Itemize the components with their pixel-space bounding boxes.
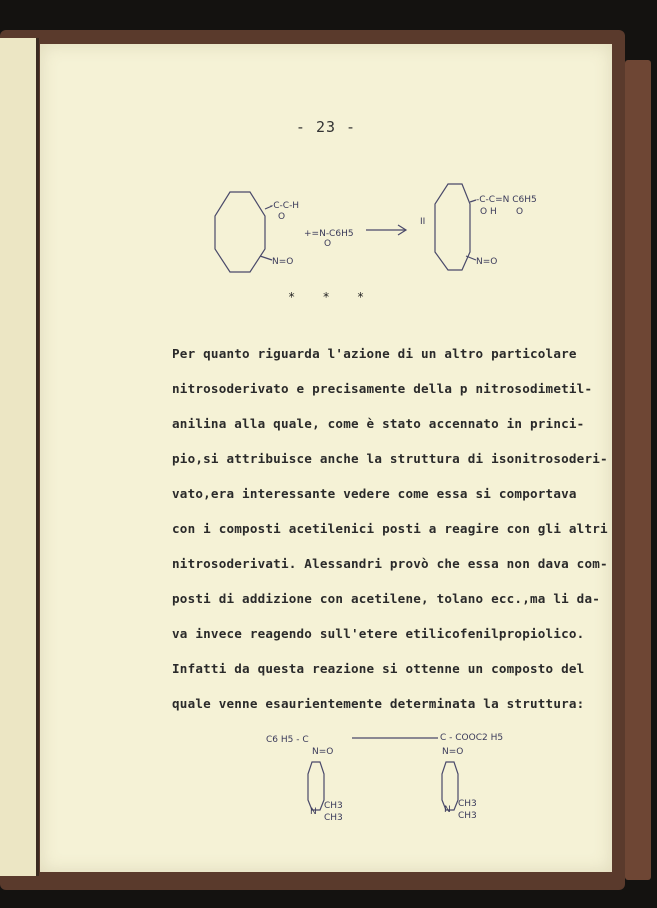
right-chain: -C-C=N C6H5 (476, 195, 537, 205)
reagent-o: O (324, 239, 332, 249)
text-line: va invece reagendo sull'etere etilicofenilpropiolico. (172, 626, 585, 641)
right-no-2: N=O (442, 747, 464, 757)
roman-numeral: II (420, 217, 426, 227)
right-o: O (516, 207, 524, 217)
right-oh: O H (480, 207, 497, 217)
right-ch3b: CH3 (458, 811, 477, 821)
left-no-2: N=O (312, 747, 334, 757)
left-chain: -C-C-H (270, 201, 300, 211)
text-line: Infatti da questa reazione si ottenne un composto del (172, 661, 585, 676)
text-line: Per quanto riguarda l'azione di un altro particolare (172, 346, 577, 361)
right-n: N (444, 805, 451, 815)
page-number: - 23 - (295, 118, 357, 136)
text-line: quale venne esaurientemente determinata la struttura: (172, 696, 585, 711)
reagent: +=N-C6H5 (304, 229, 354, 239)
left-top: C6 H5 - C (266, 735, 309, 745)
right-ch3a: CH3 (458, 799, 477, 809)
left-n: N (310, 807, 317, 817)
text-line: nitrosoderivato e precisamente della p nitrosodimetil- (172, 381, 593, 396)
section-separator: * * * (288, 290, 375, 304)
text-line: anilina alla quale, come è stato accennato in princi- (172, 416, 585, 431)
text-line: posti di addizione con acetilene, tolano ecc.,ma li da- (172, 591, 601, 606)
benzene-ring-bottom-left (308, 762, 324, 810)
page-stack-edge (625, 60, 651, 880)
benzene-ring-bottom-right (442, 762, 458, 810)
right-top: C - COOC2 H5 (440, 733, 504, 743)
text-line: vato,era interessante vedere come essa si comportava (172, 486, 577, 501)
benzene-ring-left (215, 192, 265, 272)
text-line: con i composti acetilenici posti a reagire con gli altri (172, 521, 608, 536)
left-no: N=O (272, 257, 294, 267)
left-ch3b: CH3 (324, 813, 343, 823)
text-line: pio,si attribuisce anche la struttura di isonitrosoderi- (172, 451, 608, 466)
document-page (40, 44, 612, 872)
left-o: O (278, 212, 286, 222)
benzene-ring-right (435, 184, 470, 270)
right-no: N=O (476, 257, 498, 267)
left-ch3a: CH3 (324, 801, 343, 811)
left-page-edge (0, 38, 39, 876)
text-line: nitrosoderivati. Alessandri provò che essa non dava com- (172, 556, 608, 571)
